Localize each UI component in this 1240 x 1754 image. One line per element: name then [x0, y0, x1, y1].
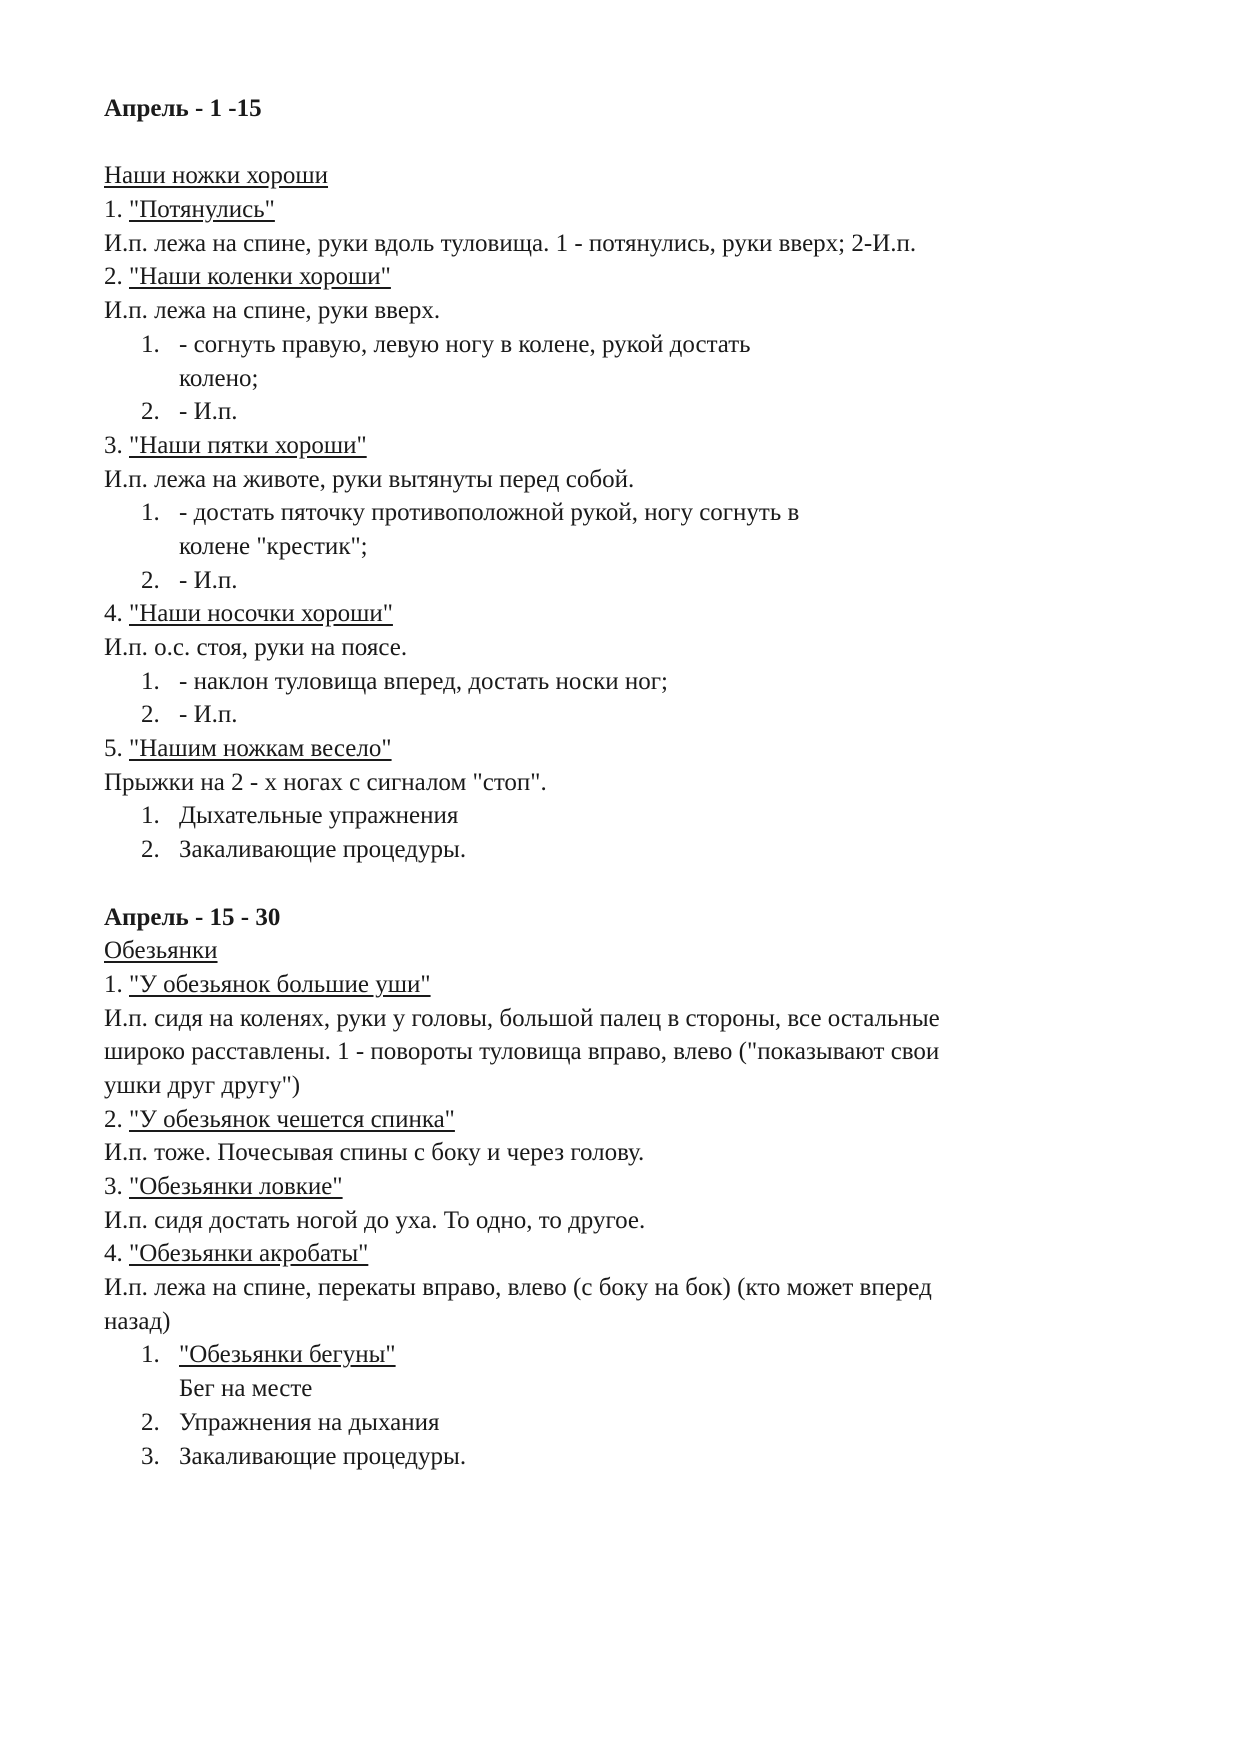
section2-heading: Апрель - 15 - 30	[104, 903, 281, 931]
exercise-desc: И.п. о.с. стоя, руки на поясе.	[104, 634, 408, 661]
list-item: 2. - И.п.	[141, 701, 238, 729]
list-item: 2. Упражнения на дыхания	[141, 1408, 440, 1436]
exercise-title: 3. "Обезьянки ловкие"	[104, 1173, 343, 1200]
list-item: 1. - наклон туловища вперед, достать носки ног;	[141, 667, 668, 695]
exercise-title: 2. "У обезьянок чешется спинка"	[104, 1105, 455, 1133]
exercise-desc: И.п. сидя достать ногой до уха. То одно, то другое.	[104, 1206, 646, 1234]
document-page	[104, 92, 1144, 1473]
section1-heading: Апрель - 1 -15	[104, 95, 262, 122]
section1-title: Наши ножки хороши	[104, 162, 329, 190]
exercise-desc: И.п. лежа на спине, руки вдоль туловища. 1 - потянулись, руки вверх; 2-И.п.	[104, 229, 917, 257]
exercise-desc: широко расставлены. 1 - повороты туловища вправо, влево ("показывают свои	[104, 1038, 940, 1066]
exercise-title: 4. "Обезьянки акробаты"	[104, 1240, 369, 1268]
exercise-desc: Прыжки на 2 - х ногах с сигналом "стоп".	[104, 768, 547, 796]
final-list	[104, 799, 1144, 866]
final-list	[104, 1338, 1144, 1473]
exercise-desc: И.п. тоже. Почесывая спины с боку и через голову.	[104, 1139, 645, 1167]
exercise-desc: И.п. лежа на животе, руки вытянуты перед собой.	[104, 465, 635, 493]
section2-title: Обезьянки	[104, 937, 218, 965]
list-item: 1. - согнуть правую, левую ногу в колене, рукой достать колено;	[141, 330, 751, 392]
list-item: 1. Дыхательные упражнения	[141, 802, 459, 830]
exercise-steps	[104, 496, 1144, 597]
list-item: 3. Закаливающие процедуры.	[141, 1442, 467, 1470]
exercise-desc: ушки друг другу")	[104, 1071, 301, 1099]
exercise-desc: И.п. лежа на спине, руки вверх.	[104, 297, 441, 325]
exercise-desc: назад)	[104, 1307, 171, 1335]
exercise-title: 5. "Нашим ножкам весело"	[104, 735, 392, 763]
exercise-steps	[104, 665, 1144, 732]
list-item: 2. - И.п.	[141, 566, 238, 594]
exercise-title: 3. "Наши пятки хороши"	[104, 431, 367, 459]
exercise-desc: И.п. лежа на спине, перекаты вправо, влево (с боку на бок) (кто может вперед	[104, 1274, 932, 1302]
exercise-desc: И.п. сидя на коленях, руки у головы, большой палец в стороны, все остальные	[104, 1004, 940, 1032]
exercise-steps	[104, 328, 1144, 429]
exercise-title: 1. "У обезьянок большие уши"	[104, 970, 431, 998]
list-item: 2. Закаливающие процедуры.	[141, 836, 467, 864]
exercise-title: 2. "Наши коленки хороши"	[104, 263, 391, 291]
exercise-title: 1. "Потянулись"	[104, 196, 275, 224]
exercise-title: 4. "Наши носочки хороши"	[104, 600, 393, 628]
list-item: 1. - достать пяточку противоположной рукой, ногу согнуть в колене "крестик";	[141, 499, 800, 560]
list-item: 2. - И.п.	[141, 398, 238, 426]
list-item: 1. "Обезьянки бегуны" Бег на месте	[141, 1341, 396, 1403]
